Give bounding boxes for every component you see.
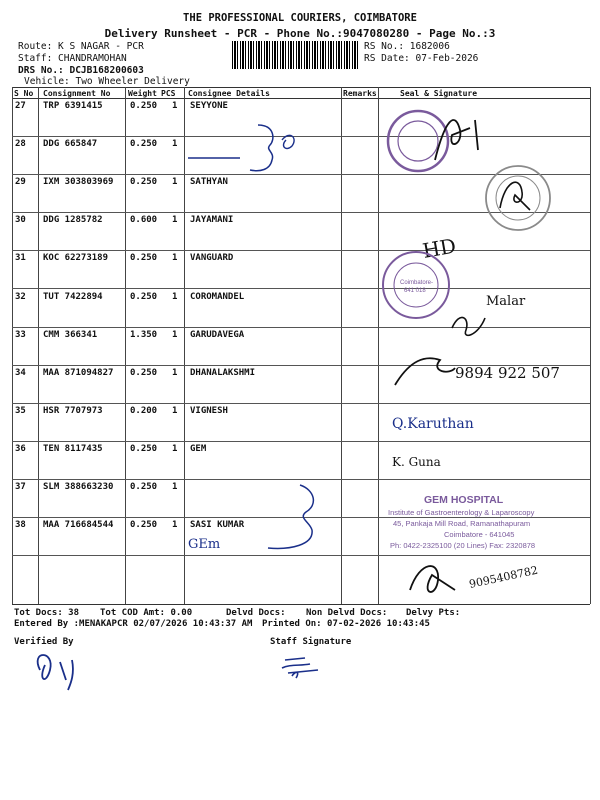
cell-weight: 0.600 <box>130 215 158 226</box>
total-docs: Tot Docs: 38 <box>14 608 80 618</box>
svg-text:641 018: 641 018 <box>404 288 426 294</box>
cell-sno: 35 <box>15 405 26 416</box>
cell-pcs: 1 <box>172 291 178 302</box>
handwritten-note: Malar <box>486 294 526 309</box>
cell-sno: 27 <box>15 101 26 111</box>
stamp-gem-line: Institute of Gastroenterology & Laparoscopy <box>388 508 535 517</box>
cell-weight: 0.250 <box>130 291 158 302</box>
cell-weight: 0.200 <box>130 405 158 416</box>
cell-weight: 0.250 <box>130 139 158 150</box>
cell-weight: 0.250 <box>130 482 158 492</box>
circular-seal-stamp <box>388 111 448 171</box>
cell-pcs: 1 <box>172 443 178 454</box>
handwritten-bracket <box>250 125 273 171</box>
drs-label: DRS No.: DCJB168200603 <box>18 65 144 76</box>
header-consignment: Consignment No <box>43 89 111 98</box>
stamp-gem-name: GEM HOSPITAL <box>424 494 504 506</box>
cell-sno: 33 <box>15 329 26 340</box>
cell-consignment: CMM 366341 <box>43 329 98 340</box>
cell-consignment: HSR 7707973 <box>43 405 103 416</box>
cell-consignment: MAA 716684544 <box>43 520 114 531</box>
verified-by-label: Verified By <box>14 637 74 647</box>
cell-weight: 1.350 <box>130 329 158 340</box>
cell-sno: 36 <box>15 443 26 454</box>
total-cod-amount: Tot COD Amt: 0.00 <box>100 608 193 618</box>
cell-consignee: JAYAMANI <box>190 215 234 226</box>
cell-sno: 30 <box>15 215 26 226</box>
entered-by: Entered By :MENAKAPCR 02/07/2026 10:43:37 AM <box>14 619 253 629</box>
cell-sno: 28 <box>15 139 26 150</box>
vehicle-label: Vehicle: Two Wheeler Delivery <box>24 76 190 87</box>
handwritten-signature <box>435 120 478 160</box>
route-label: Route: K S NAGAR - PCR <box>18 41 144 52</box>
cell-sno: 38 <box>15 520 26 531</box>
svg-text:Coimbatore-: Coimbatore- <box>400 280 434 286</box>
cell-consignee: SASI KUMAR <box>190 520 245 531</box>
cell-pcs: 1 <box>172 405 178 416</box>
cell-sno: 32 <box>15 291 26 302</box>
cell-consignment: TEN 8117435 <box>43 443 103 454</box>
cell-consignee: VIGNESH <box>190 405 228 416</box>
stamp-gem-line: Coimbatore - 641045 <box>444 530 515 539</box>
cell-consignment: TRP 6391415 <box>43 101 103 111</box>
runsheet-subtitle: Delivery Runsheet - PCR - Phone No.:9047080280 - Page No.:3 <box>104 27 496 40</box>
table-bottom-border <box>12 604 590 605</box>
cell-consignment: DDG 665847 <box>43 139 98 150</box>
cell-consignment: KOC 62273189 <box>43 253 109 264</box>
cell-pcs: 1 <box>172 101 178 111</box>
cell-pcs: 1 <box>172 520 178 531</box>
delivery-points: Delvy Pts: <box>406 608 461 618</box>
cell-consignee: DHANALAKSHMI <box>190 367 256 378</box>
cell-consignment: DDG 1285782 <box>43 215 103 226</box>
handwritten-signature <box>395 358 455 385</box>
staff-label: Staff: CHANDRAMOHAN <box>18 53 127 64</box>
cell-consignment: IXM 303803969 <box>43 177 114 188</box>
cell-pcs: 1 <box>172 215 178 226</box>
handwritten-note: K. Guna <box>392 455 441 469</box>
printed-on: Printed On: 07-02-2026 10:43:45 <box>262 619 430 629</box>
cell-pcs: 1 <box>172 253 178 264</box>
handwritten-signature <box>452 317 485 335</box>
handwritten-scribble <box>282 135 294 148</box>
cell-consignment: MAA 871094827 <box>43 367 114 378</box>
staff-signature <box>282 658 318 678</box>
header-remarks: Remarks <box>343 89 377 98</box>
cell-consignee: GEM <box>190 443 207 454</box>
handwritten-phone: 9894 922 507 <box>455 364 560 382</box>
header-pcs: PCS <box>161 89 176 98</box>
cell-consignee: VANGUARD <box>190 253 234 264</box>
delivered-docs: Delvd Docs: <box>226 608 286 618</box>
cell-consignment: SLM 388663230 <box>43 482 114 492</box>
cell-sno: 34 <box>15 367 26 378</box>
cell-pcs: 1 <box>172 367 178 378</box>
cell-weight: 0.250 <box>130 253 158 264</box>
cell-pcs: 1 <box>172 139 178 150</box>
handwritten-signature <box>410 566 455 592</box>
header-seal-signature: Seal & Signature <box>400 89 478 98</box>
cell-consignment: TUT 7422894 <box>43 291 103 302</box>
cell-weight: 0.250 <box>130 443 158 454</box>
stamp-gem-line: Ph: 0422-2325100 (20 Lines) Fax: 2320878 <box>390 541 536 550</box>
cell-consignee: SATHYAN <box>190 177 228 188</box>
cell-consignee: SEYYONE <box>190 101 228 111</box>
handwritten-signature <box>500 182 530 210</box>
header-consignee: Consignee Details <box>188 89 270 98</box>
non-delivered-docs: Non Delvd Docs: <box>306 608 388 618</box>
cell-sno: 29 <box>15 177 26 188</box>
cell-pcs: 1 <box>172 177 178 188</box>
handwritten-note: GEm <box>188 537 221 552</box>
circular-seal-stamp <box>383 252 449 318</box>
cell-consignee: GARUDAVEGA <box>190 329 245 340</box>
stamp-gem-line: 45, Pankaja Mill Road, Ramanathapuram <box>393 519 531 528</box>
cell-weight: 0.250 <box>130 177 158 188</box>
verified-signature <box>38 655 73 690</box>
handwritten-bracket <box>268 485 313 548</box>
handwritten-phone: 9095408782 <box>467 563 540 591</box>
cell-weight: 0.250 <box>130 520 158 531</box>
rs-date: RS Date: 07-Feb-2026 <box>364 53 479 64</box>
cell-pcs: 1 <box>172 482 178 492</box>
staff-signature-label: Staff Signature <box>270 637 352 647</box>
rs-number: RS No.: 1682006 <box>364 41 450 52</box>
cell-consignee: COROMANDEL <box>190 291 245 302</box>
cell-sno: 37 <box>15 482 26 492</box>
cell-weight: 0.250 <box>130 367 158 378</box>
header-sno: S No <box>14 89 34 98</box>
cell-weight: 0.250 <box>130 101 158 111</box>
cell-sno: 31 <box>15 253 26 264</box>
cell-pcs: 1 <box>172 329 178 340</box>
handwritten-initials: HD <box>420 233 458 263</box>
header-weight: Weight <box>128 89 157 98</box>
company-title: THE PROFESSIONAL COURIERS, COIMBATORE <box>183 12 417 24</box>
handwritten-note: Q.Karuthan <box>392 416 474 432</box>
footer-signatures <box>0 640 600 700</box>
